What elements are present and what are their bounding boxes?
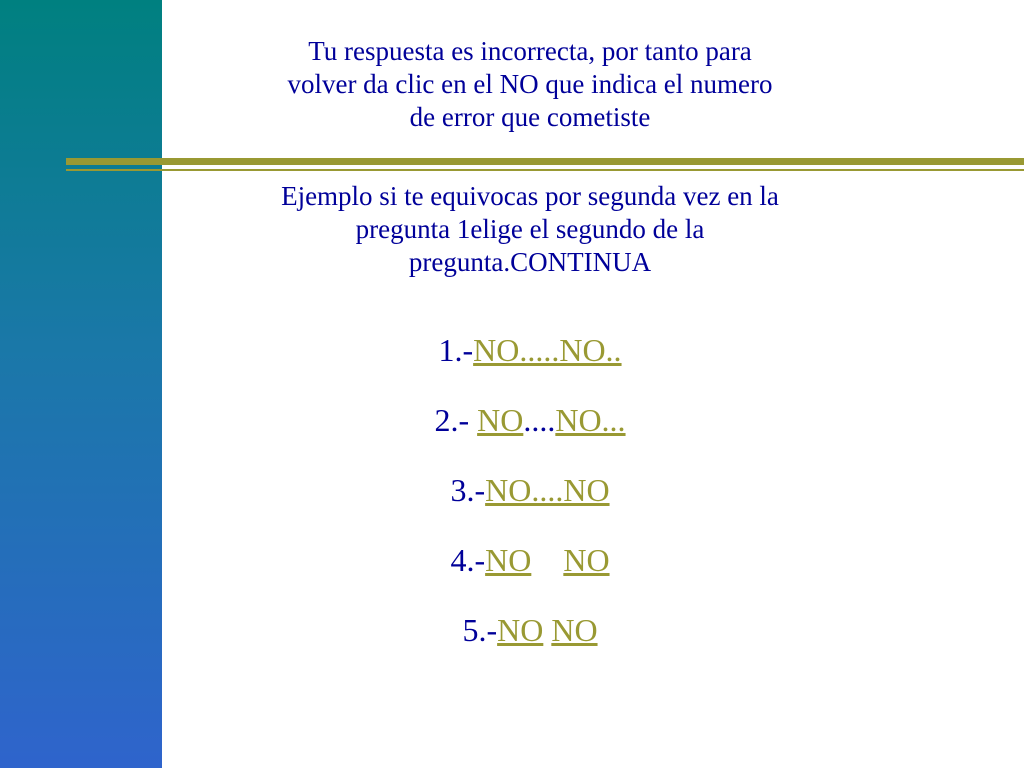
option-3-link[interactable]: NO....NO <box>485 472 610 508</box>
option-4-link-second[interactable]: NO <box>563 542 610 578</box>
option-row-5 <box>180 610 880 650</box>
example-line-1: Ejemplo si te equivocas por segunda vez en la <box>281 181 779 211</box>
divider-thin <box>66 169 1024 171</box>
option-row-2 <box>180 400 880 440</box>
title-line-3: de error que cometiste <box>409 102 651 132</box>
option-number: 5.- <box>462 612 498 648</box>
option-5-link-first[interactable]: NO <box>497 612 544 648</box>
title-line-2: volver da clic en el NO que indica el numero <box>287 69 773 99</box>
option-2-link-second[interactable]: NO... <box>555 402 626 438</box>
option-number: 1.- <box>438 332 474 368</box>
option-row-1 <box>180 330 880 370</box>
option-2-link-first[interactable]: NO <box>477 402 524 438</box>
option-1-link[interactable]: NO.....NO.. <box>473 332 622 368</box>
title-line-1: Tu respuesta es incorrecta, por tanto para <box>308 36 752 66</box>
option-number: 2.- <box>434 402 478 438</box>
options-list <box>180 330 880 680</box>
example-line-2: pregunta 1elige el segundo de la <box>355 214 705 244</box>
decorative-sidebar <box>0 0 162 768</box>
option-row-3 <box>180 470 880 510</box>
example-line-3: pregunta.CONTINUA <box>408 247 652 277</box>
option-number: 4.- <box>450 542 486 578</box>
option-row-4 <box>180 540 880 580</box>
example-text <box>190 180 870 279</box>
option-4-link-first[interactable]: NO <box>485 542 532 578</box>
option-separator: .... <box>523 402 556 438</box>
divider-thick <box>66 158 1024 165</box>
option-separator <box>531 542 563 578</box>
slide-title <box>200 35 860 134</box>
option-number: 3.- <box>450 472 486 508</box>
option-5-link-second[interactable]: NO <box>551 612 598 648</box>
